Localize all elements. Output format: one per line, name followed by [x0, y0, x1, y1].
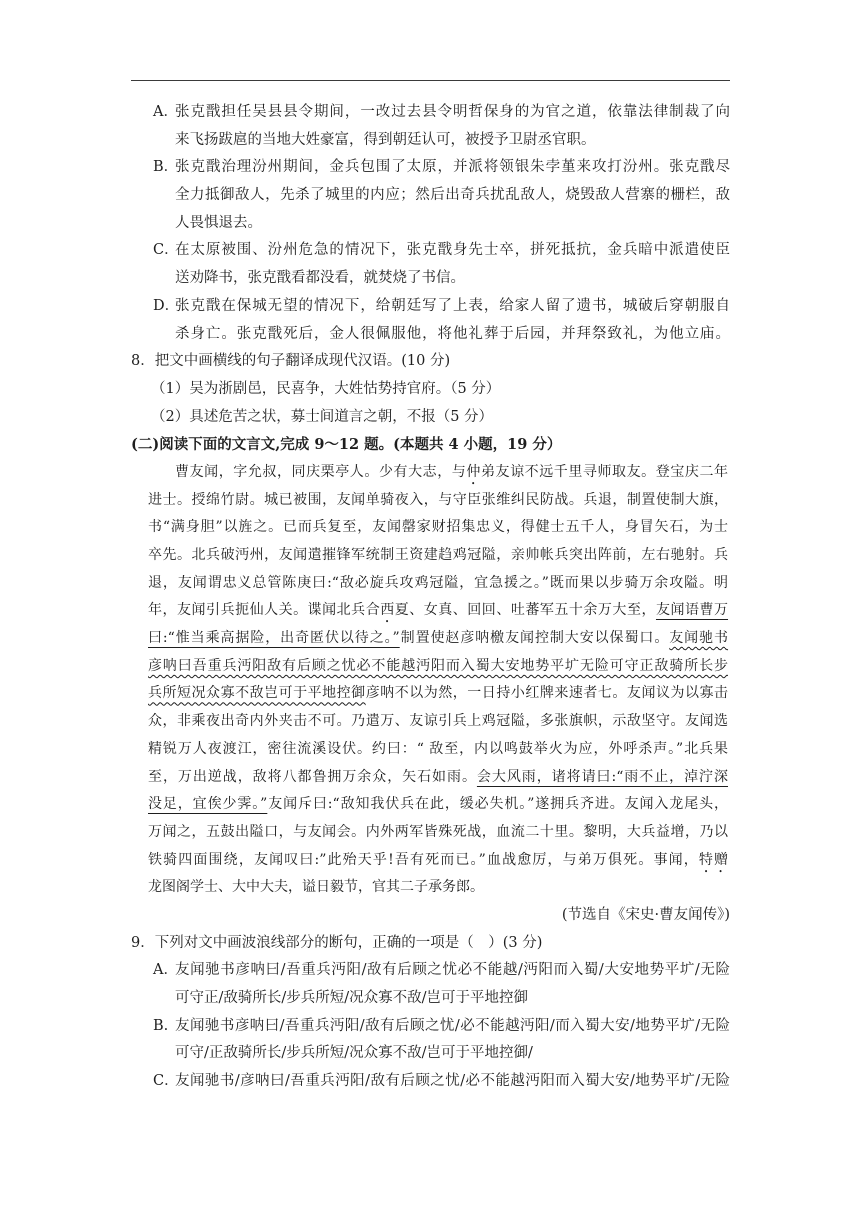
q9-option-a [131, 957, 730, 1012]
passage-text: 众，非乘夜出奇内外夹击不可。乃遣万、友谅引兵上鸡冠隘，多张旗帜，示敌坚守。友闻选 [148, 713, 728, 730]
passage-line [148, 708, 728, 736]
passage-line [148, 597, 728, 625]
underlined-sentence: 友闻语曹万 [655, 602, 729, 619]
option-label: B． [153, 159, 179, 176]
passage-line [148, 847, 728, 875]
passage-line [148, 514, 728, 542]
passage-text: 退，友闻谓忠义总管陈庚曰:“敌必旋兵攻鸡冠隘，宜急援之。”既而果以步骑万余攻隘。明 [148, 574, 728, 591]
emphasis-dot-text: 西 [380, 602, 395, 619]
option-text-line: 杀身亡。张克戬死后，金人很佩服他，将他礼葬于后园，并拜祭致礼，为他立庙。 [175, 325, 730, 342]
option-text-line: 来飞扬跋扈的当地大姓豪富，得到朝廷认可，被授予卫尉丞官职。 [175, 131, 596, 148]
passage-line [148, 819, 728, 847]
option-label: C． [153, 1073, 179, 1090]
passage-text: 年，友闻引兵扼仙人关。谍闻北兵合 [148, 602, 381, 619]
option-text-line: 友闻驰书彦呐曰/吾重兵沔阳/敌有后顾之忧必不能越/沔阳而入蜀/大安地势平圹/无险 [175, 962, 730, 979]
question-9-stem: 9．下列对文中画波浪线部分的断句，正确的一项是（ ）(3 分) [131, 934, 543, 951]
question-9 [131, 930, 730, 1096]
passage-line [148, 625, 728, 653]
passage-text: 曹友闻，字允叔，同庆栗亭人。少有大志，与 [175, 463, 467, 480]
option-label: C． [153, 242, 179, 259]
wavy-underlined-text: 彦呐曰吾重兵沔阳敌有后顾之忧必不能越沔阳而入蜀大安地势平圹无险可守正敌骑所长步 [148, 657, 728, 674]
passage-line [148, 874, 728, 902]
question-8 [131, 348, 730, 431]
passage-text: 书“满身胆”以旌之。已而兵复至，友闻罄家财招集忠义，得健士五千人，身冒矢石，为士 [148, 519, 728, 536]
option-text-line: 张克戬治理汾州期间，金兵包围了太原，并派将领银朱孛堇来攻打汾州。张克戬尽 [175, 159, 730, 176]
passage-text: 进士。授绵竹尉。城已被围，友闻单骑夜入，与守臣张维纠民防战。兵退，制置使制大旗， [148, 491, 728, 508]
option-b [131, 154, 730, 237]
emphasis-dot-text: 仲 [466, 463, 481, 480]
q9-option-b [131, 1013, 730, 1068]
passage-line [148, 570, 728, 598]
option-text-line: 在太原被围、汾州危急的情况下，张克戬身先士卒，拼死抵抗，金兵暗中派遣使臣 [175, 242, 730, 259]
option-text-line: 张克戬担任吴县县令期间，一改过去县令明哲保身的为官之道，依靠法律制裁了向 [175, 104, 730, 120]
emphasis-dot-text: 特赠 [698, 851, 729, 868]
passage-line [148, 459, 728, 487]
passage-source: (节选自《宋史·曹友闻传》) [561, 906, 730, 923]
passage-line [148, 791, 728, 819]
q9-option-c [131, 1068, 730, 1096]
option-label: D． [153, 297, 180, 314]
section-2-heading: (二)阅读下面的文言文,完成 9～12 题。(本题共 4 小题，19 分） [131, 436, 562, 454]
passage-line [148, 764, 728, 792]
wavy-underlined-text: 友闻驰书 [669, 630, 729, 647]
passage-text: 龙图阁学士、大中大夫，谥日毅节，官其二子承务郎。 [148, 879, 484, 896]
passage-line [148, 653, 728, 681]
top-divider [131, 80, 730, 81]
passage-line [148, 487, 728, 515]
wavy-underlined-text: 兵所短况众寡不敌岂可于平地控御 [148, 685, 366, 702]
option-text-line: 张克戬在保城无望的情况下，给朝廷写了上表，给家人留了遗书，城破后穿朝服自 [175, 297, 730, 314]
passage-line [148, 542, 728, 570]
option-label: B. [153, 1017, 169, 1034]
question-8-item-1: （1）吴为浙剧邑，民喜争，大姓怙势持官府。（5 分） [151, 380, 501, 397]
question-7-options [131, 99, 730, 348]
option-c [131, 237, 730, 292]
option-text-line: 送劝降书，张克戬看都没看，就焚烧了书信。 [175, 270, 465, 287]
passage-line [148, 736, 728, 764]
passage-text: 弟友谅不远千里寻师取友。登宝庆二年 [480, 463, 729, 480]
option-text-line: 可守正/敌骑所长/步兵所短/况众寡不敌/岂可于平地控御 [175, 990, 529, 1006]
passage-text: 精锐万人夜渡江，密往流溪设伏。约曰：“ 敌至，内以鸣鼓举火为应，外呼杀声。”北兵果 [148, 740, 728, 757]
passage-text: 制置使赵彦呐檄友闻控制大安以保蜀口。 [399, 630, 670, 647]
underlined-sentence: 会大风雨，诸将请曰:“雨不止，淖泞深 [476, 768, 729, 785]
passage-text: 彦呐不以为然，一日持小红牌来速者七。友闻议为以寡击 [365, 685, 729, 702]
passage-text: 万闻之，五鼓出隘口，与友闻会。内外两军皆殊死战，血流二十里。黎明，大兵益增，乃以 [148, 823, 728, 840]
passage-text: 友闻斥曰:“敌知我伏兵在此，缓必失机。”遂拥兵齐进。友闻入龙尾头， [267, 796, 728, 813]
option-d [131, 293, 730, 348]
passage-line [148, 680, 728, 708]
passage-text: 夏、女真、回回、吐蕃军五十余万大至， [394, 602, 656, 619]
exam-page-content [131, 99, 730, 1096]
passage-text: 铁骑四面围绕，友闻叹曰:”此殆天乎!吾有死而已。”血战愈厉，与弟万俱死。事闻， [148, 851, 699, 868]
underlined-sentence: 曰:“惟当乘高据险，出奇匿伏以待之。” [148, 630, 400, 647]
option-text-line: 友闻驰书彦呐曰/吾重兵沔阳/敌有后顾之忧/必不能越沔阳/而入蜀大安/地势平圹/无险 [175, 1017, 730, 1034]
option-text-line: 友闻驰书/彦呐曰/吾重兵沔阳/敌有后顾之忧/必不能越沔阳而入蜀大安/地势平圹/无险 [175, 1073, 730, 1090]
passage-text: 至，万出逆战，敌将八都鲁拥万余众，矢石如雨。 [148, 768, 477, 785]
question-8-item-2: （2）具述危苦之状，募士间道言之朝，不报（5 分） [151, 408, 494, 425]
question-8-stem: 8．把文中画横线的句子翻译成现代汉语。(10 分) [131, 353, 451, 370]
classical-chinese-passage [148, 459, 728, 902]
passage-text: 卒先。北兵破沔州，友闻遣摧锋军统制王资建趋鸡冠隘，亲帅帐兵突出阵前，左右驰射。兵 [148, 547, 728, 563]
option-text-line: 人畏惧退去。 [175, 214, 262, 231]
option-a [131, 99, 730, 154]
option-text-line: 可守/正敌骑所长/步兵所短/况众寡不敌/岂可于平地控御/ [175, 1045, 533, 1062]
option-label: A． [153, 104, 178, 120]
underlined-sentence: 没足，宜俟少霁。” [148, 796, 268, 813]
option-text-line: 全力抵御敌人，先杀了城里的内应；然后出奇兵扰乱敌人，烧毁敌人营寨的栅栏，敌 [175, 187, 730, 204]
option-label: A． [153, 962, 178, 979]
